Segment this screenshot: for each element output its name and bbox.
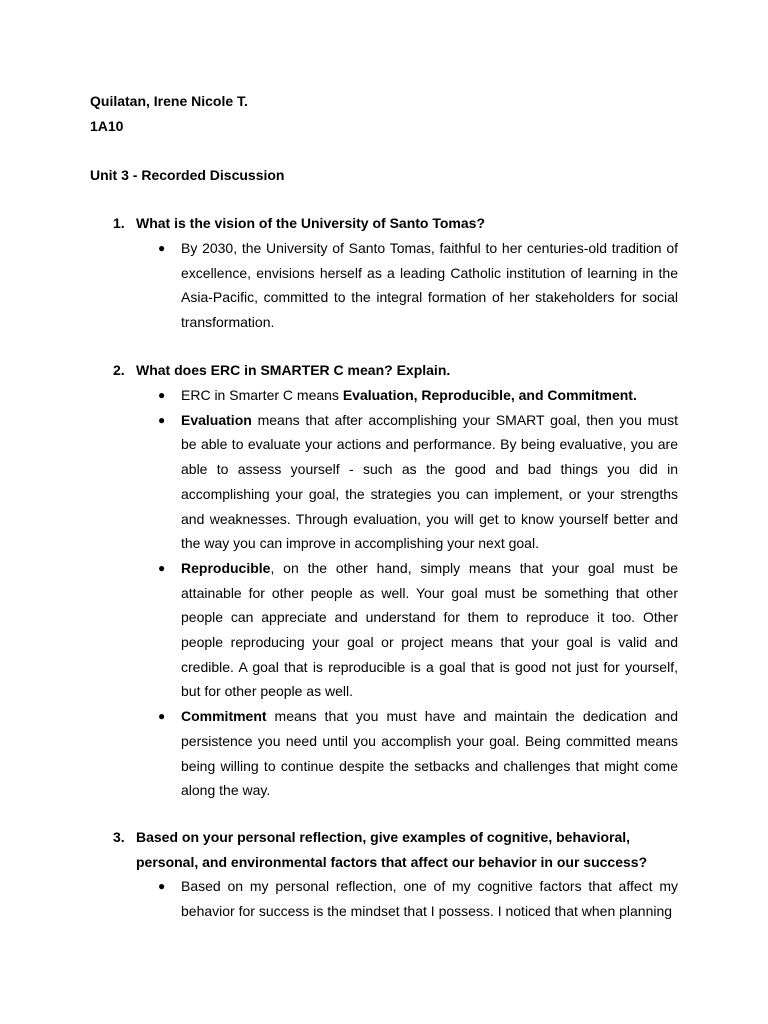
question-3-number: 3. xyxy=(113,829,125,845)
question-1-number: 1. xyxy=(113,215,125,231)
reproducible-term: Reproducible xyxy=(181,559,271,576)
list-item xyxy=(158,383,678,408)
evaluation-term: Evaluation xyxy=(181,411,252,428)
commitment-term: Commitment xyxy=(181,708,267,725)
answer-3-text: Based on my personal reflection, one of my cognitive factors that affect my behavior for success is the mindset that I possess. I noticed that when planning xyxy=(181,878,678,919)
list-item xyxy=(158,704,678,803)
student-name: Quilatan, Irene Nicole T. xyxy=(90,93,248,109)
erc-intro-text: ERC in Smarter C means xyxy=(181,387,343,403)
erc-expansion: Evaluation, Reproducible, and Commitment. xyxy=(342,387,637,403)
bullet-icon: ● xyxy=(158,241,166,255)
list-item xyxy=(158,874,678,923)
question-1-text: What is the vision of the University of Santo Tomas? xyxy=(136,215,486,231)
answer-1-text: By 2030, the University of Santo Tomas, faithful to her centuries-old tradition of excellence, envisions herself as a leading Catholic institution of learning in the Asia-Pacific, committed to the integral formation of her stakeholders for social transformation. xyxy=(181,240,678,331)
commitment-text: means that you must have and maintain the dedication and persistence you need until you accomplish your goal. Being committed means being willing to continue despite the setbacks and challenges that might come along the way. xyxy=(181,708,678,799)
question-2 xyxy=(113,358,679,383)
bullet-icon: ● xyxy=(158,388,166,402)
answer-1-list xyxy=(158,236,678,335)
bullet-icon: ● xyxy=(158,412,166,427)
bullet-icon: ● xyxy=(158,560,166,575)
answer-2-list xyxy=(158,383,678,803)
bullet-icon: ● xyxy=(158,879,166,893)
list-item xyxy=(158,408,678,556)
student-section: 1A10 xyxy=(90,118,124,134)
question-2-text: What does ERC in SMARTER C mean? Explain. xyxy=(136,362,451,378)
list-item xyxy=(158,556,678,704)
evaluation-text: means that after accomplishing your SMART goal, then you must be able to evaluate your actions and performance. By being evaluative, you are able to assess yourself - such as the good and bad things you did in accomplishing your goal, the strategies you can implement, or your strengths and weaknesses. Through evaluation, you will get to know yourself better and the way you can improve in accomplishing your next goal. xyxy=(181,411,678,552)
question-3 xyxy=(113,825,679,874)
question-1 xyxy=(113,211,679,236)
list-item xyxy=(158,236,678,335)
answer-3-list xyxy=(158,874,678,923)
bullet-icon: ● xyxy=(158,709,166,724)
question-3-text: Based on your personal reflection, give examples of cognitive, behavioral, personal, and environmental factors that affect our behavior in our success? xyxy=(136,829,648,870)
question-2-number: 2. xyxy=(113,362,125,378)
reproducible-text: , on the other hand, simply means that your goal must be attainable for other people as well. Your goal must be something that other people can appreciate and understand for them to reproduce it too. Other people reproducing your goal or project means that your goal is valid and credible. A goal that is reproducible is a goal that is good not just for yourself, but for other people as well. xyxy=(181,559,678,700)
document-title: Unit 3 - Recorded Discussion xyxy=(90,167,285,183)
